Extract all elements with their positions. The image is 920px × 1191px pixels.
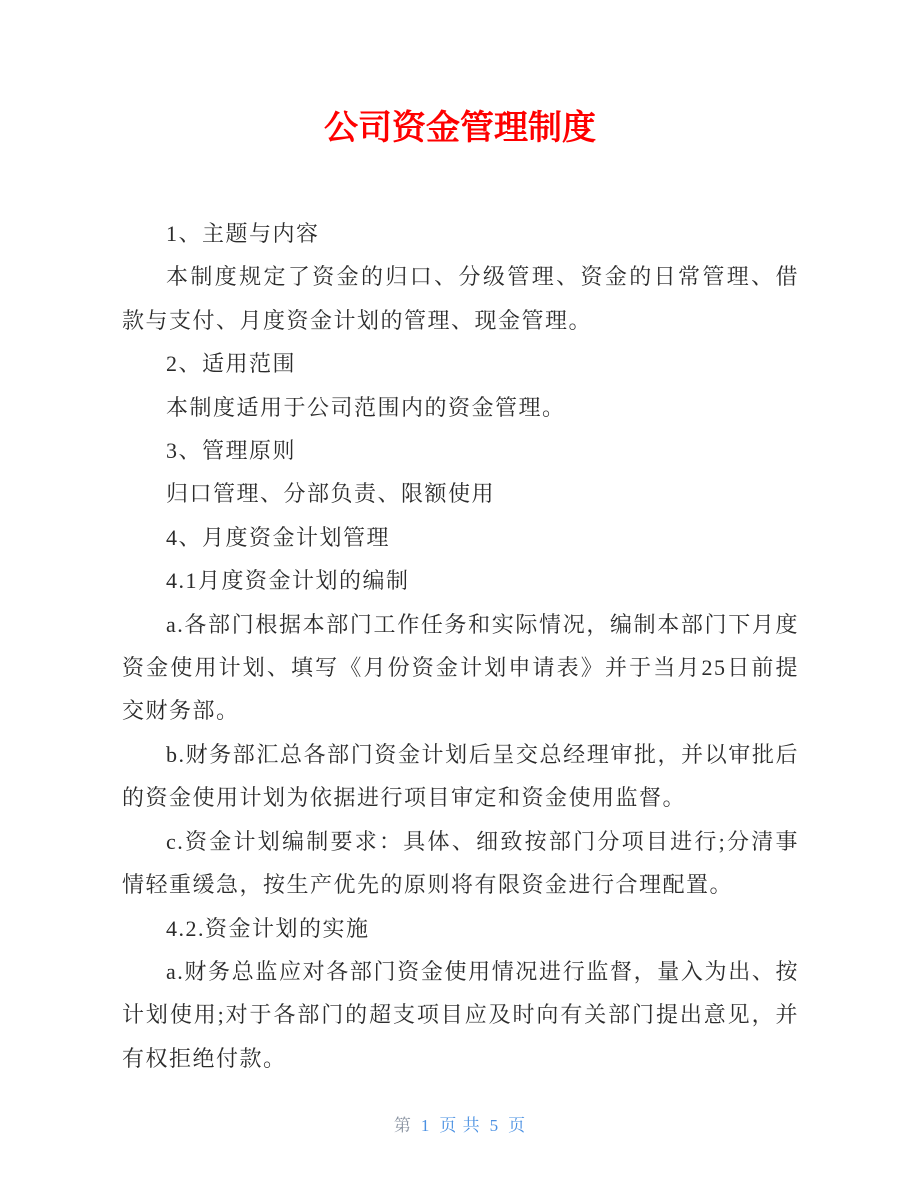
document-title: 公司资金管理制度 — [324, 109, 596, 147]
paragraph-item-b: b.财务部汇总各部门资金计划后呈交总经理审批，并以审批后的资金使用计划为依据进行项目审定和资金使用监督。 — [122, 741, 799, 811]
paragraph-item-a: a.各部门根据本部门工作任务和实际情况，编制本部门下月度资金使用计划、填写《月份资金计划申请表》并于当月25日前提交财务部。 — [122, 611, 799, 724]
paragraph-heading-2: 2、适用范围 — [166, 351, 297, 377]
paragraph-body: 本制度规定了资金的归口、分级管理、资金的日常管理、借款与支付、月度资金计划的管理、现金管理。 — [122, 264, 799, 333]
footer-middle-label: 页 共 — [439, 1116, 481, 1135]
footer-prefix-label: 第 — [393, 1116, 412, 1135]
footer-total-pages-number: 5 — [489, 1116, 500, 1135]
page-footer — [0, 1114, 920, 1138]
footer-suffix-label: 页 — [508, 1116, 527, 1135]
paragraph-heading-1: 1、主题与内容 — [166, 221, 320, 246]
paragraph-heading-4: 4、月度资金计划管理 — [166, 524, 391, 550]
paragraph-item-a2: a.财务总监应对各部门资金使用情况进行监督，量入为出、按计划使用;对于各部门的超支项目应及时向有关部门提出意见，并有权拒绝付款。 — [122, 958, 799, 1071]
paragraph-item-c: c.资金计划编制要求：具体、细致按部门分项目进行;分清事情轻重缓急，按生产优先的原则将有限资金进行合理配置。 — [122, 828, 799, 898]
paragraph-heading-4-1: 4.1月度资金计划的编制 — [166, 568, 410, 594]
paragraph-heading-4-2: 4.2.资金计划的实施 — [166, 915, 370, 941]
paragraph-heading-3: 3、管理原则 — [166, 438, 297, 464]
footer-current-page-number: 1 — [420, 1116, 431, 1135]
document-body — [122, 212, 799, 1080]
paragraph-body: 归口管理、分部负责、限额使用 — [166, 481, 496, 507]
paragraph-body: 本制度适用于公司范围内的资金管理。 — [166, 394, 566, 420]
